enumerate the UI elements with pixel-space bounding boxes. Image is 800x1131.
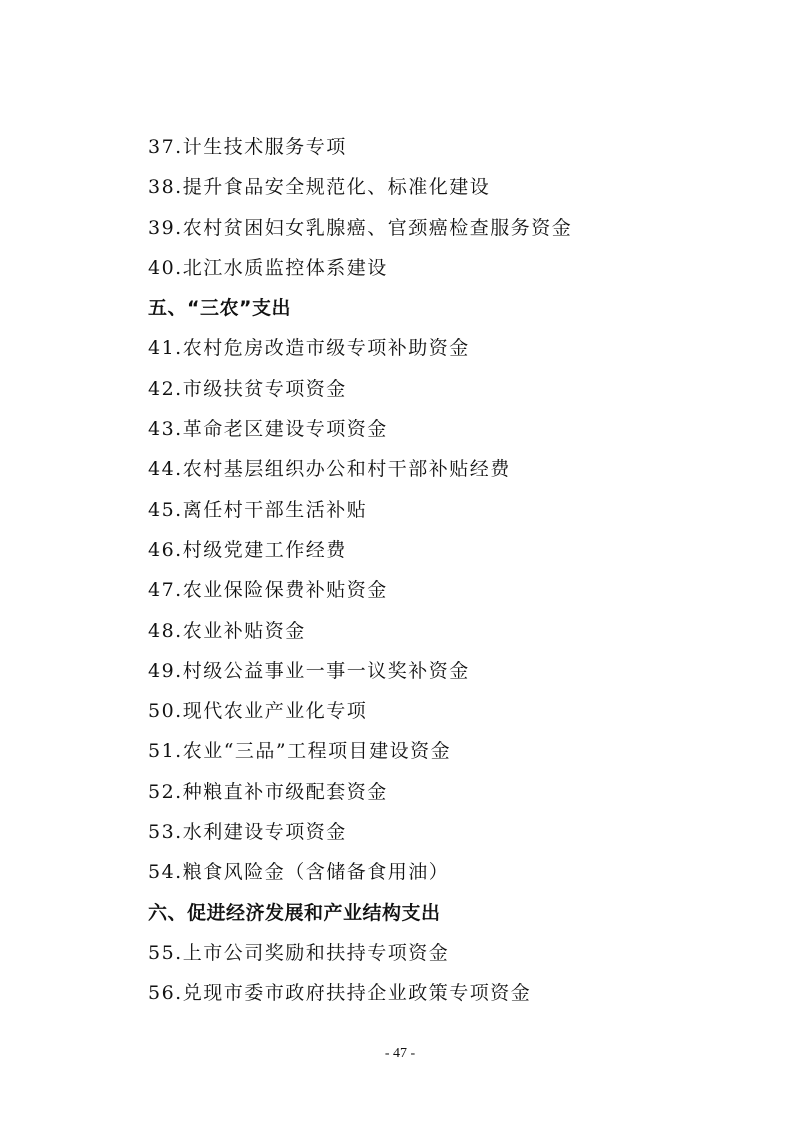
- item-list: [148, 127, 748, 1014]
- list-item: 38.提升食品安全规范化、标准化建设: [148, 176, 491, 199]
- list-item: 52.种粮直补市级配套资金: [148, 780, 388, 803]
- list-item: 48.农业补贴资金: [148, 619, 306, 642]
- list-item: 43.革命老区建设专项资金: [148, 418, 388, 441]
- list-item: 49.村级公益事业一事一议奖补资金: [148, 659, 470, 682]
- section-heading-economic-development: 六、促进经济发展和产业结构支出: [148, 901, 441, 924]
- section-heading-sannong: 五、“三农”支出: [148, 297, 291, 320]
- list-item: 47.农业保险保费补贴资金: [148, 579, 388, 602]
- list-item: 46.村级党建工作经费: [148, 538, 347, 561]
- list-item: 37.计生技术服务专项: [148, 136, 347, 158]
- list-item: 51.农业“三品”工程项目建设资金: [148, 740, 452, 763]
- page-number: - 47 -: [384, 1046, 416, 1061]
- list-item: 56.兑现市委市政府扶持企业政策专项资金: [148, 982, 532, 1005]
- list-item: 40.北江水质监控体系建设: [148, 256, 388, 279]
- list-item: 42.市级扶贫专项资金: [148, 377, 347, 400]
- list-item: 44.农村基层组织办公和村干部补贴经费: [148, 458, 511, 481]
- list-item: 50.现代农业产业化专项: [148, 700, 368, 723]
- list-item: 41.农村危房改造市级专项补助资金: [148, 337, 470, 360]
- list-item: 53.水利建设专项资金: [148, 821, 347, 844]
- list-item: 45.离任村干部生活补贴: [148, 498, 368, 521]
- list-item: 55.上市公司奖励和扶持专项资金: [148, 941, 450, 964]
- list-item: 39.农村贫困妇女乳腺癌、官颈癌检查服务资金: [148, 216, 573, 239]
- list-item: 54.粮食风险金（含储备食用油）: [148, 861, 450, 884]
